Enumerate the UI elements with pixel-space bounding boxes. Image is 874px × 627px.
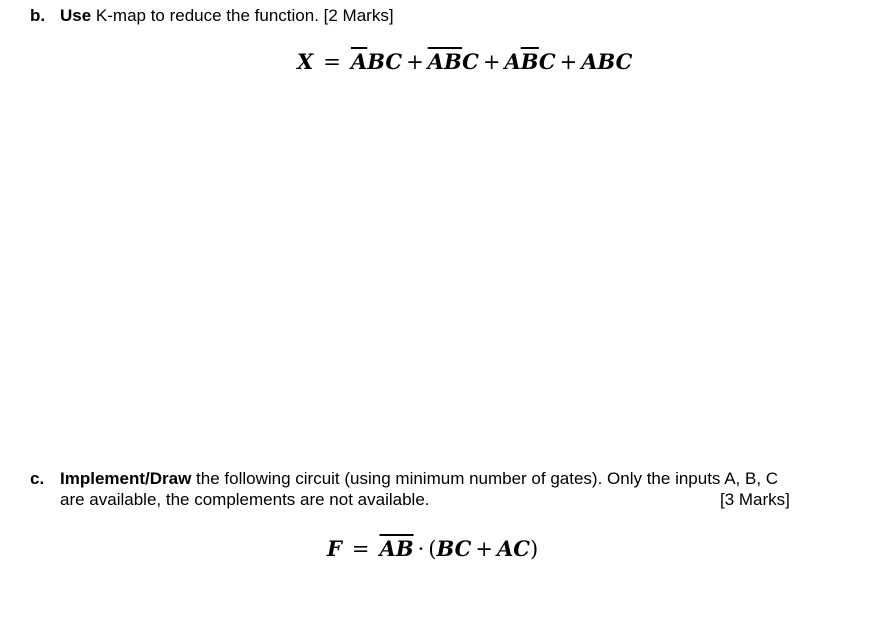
equation-x-lhs: X: [297, 49, 314, 74]
equation-f: [327, 536, 538, 562]
equation-f-dot: ·: [417, 537, 425, 561]
equation-f-close: ): [529, 537, 539, 561]
equation-x-eq: =: [323, 50, 341, 74]
equation-x-term: [428, 49, 479, 74]
equation-x-term: [351, 49, 402, 74]
equation-f-eq: =: [351, 537, 370, 561]
equation-f-t2: AC: [496, 536, 530, 561]
equation-x-term: [581, 49, 632, 74]
question-c-number: c.: [30, 469, 45, 488]
equation-f-lhs: F: [327, 536, 342, 561]
equation-x-plus: +: [406, 50, 424, 74]
question-b-lead: Use: [60, 6, 92, 25]
question-b-text: [60, 6, 394, 26]
equation-f-plus: +: [475, 537, 493, 561]
equation-f-ab-bar: $\overline{AB}$: [379, 536, 414, 561]
question-b-number: b.: [30, 6, 46, 25]
question-b-body: K-map to reduce the function. [2 Marks]: [91, 6, 394, 25]
equation-x-var: C: [615, 49, 633, 74]
equation-x-var: $\overline{B}$: [520, 49, 539, 74]
equation-x-term: [504, 49, 555, 74]
question-c-body-1: the following circuit (using minimum number of gates). Only the inputs A, B, C: [191, 469, 779, 488]
equation-x-plus: +: [482, 50, 501, 74]
equation-x-var: $\overline{A}$: [350, 49, 368, 74]
equation-x-var: C: [462, 49, 479, 74]
equation-x-var: A: [504, 49, 521, 74]
equation-x-var: A: [581, 49, 598, 74]
equation-x-plus: +: [559, 50, 578, 74]
equation-x-var: B: [597, 49, 616, 74]
equation-x-var: $\overline{B}$: [443, 49, 463, 74]
question-c-text-line2: are available, the complements are not available.: [60, 490, 430, 509]
equation-x-var: C: [538, 49, 556, 74]
equation-f-t1: BC: [436, 536, 472, 561]
equation-x-var: B: [367, 49, 386, 74]
equation-x: [297, 49, 632, 75]
question-c-lead: Implement/Draw: [60, 469, 192, 488]
equation-x-var: $\overline{A}$: [427, 49, 444, 74]
equation-f-open: (: [428, 537, 437, 561]
question-c-text-line1: [60, 469, 778, 489]
equation-x-var: C: [385, 49, 403, 74]
question-c-marks: [3 Marks]: [720, 490, 790, 509]
